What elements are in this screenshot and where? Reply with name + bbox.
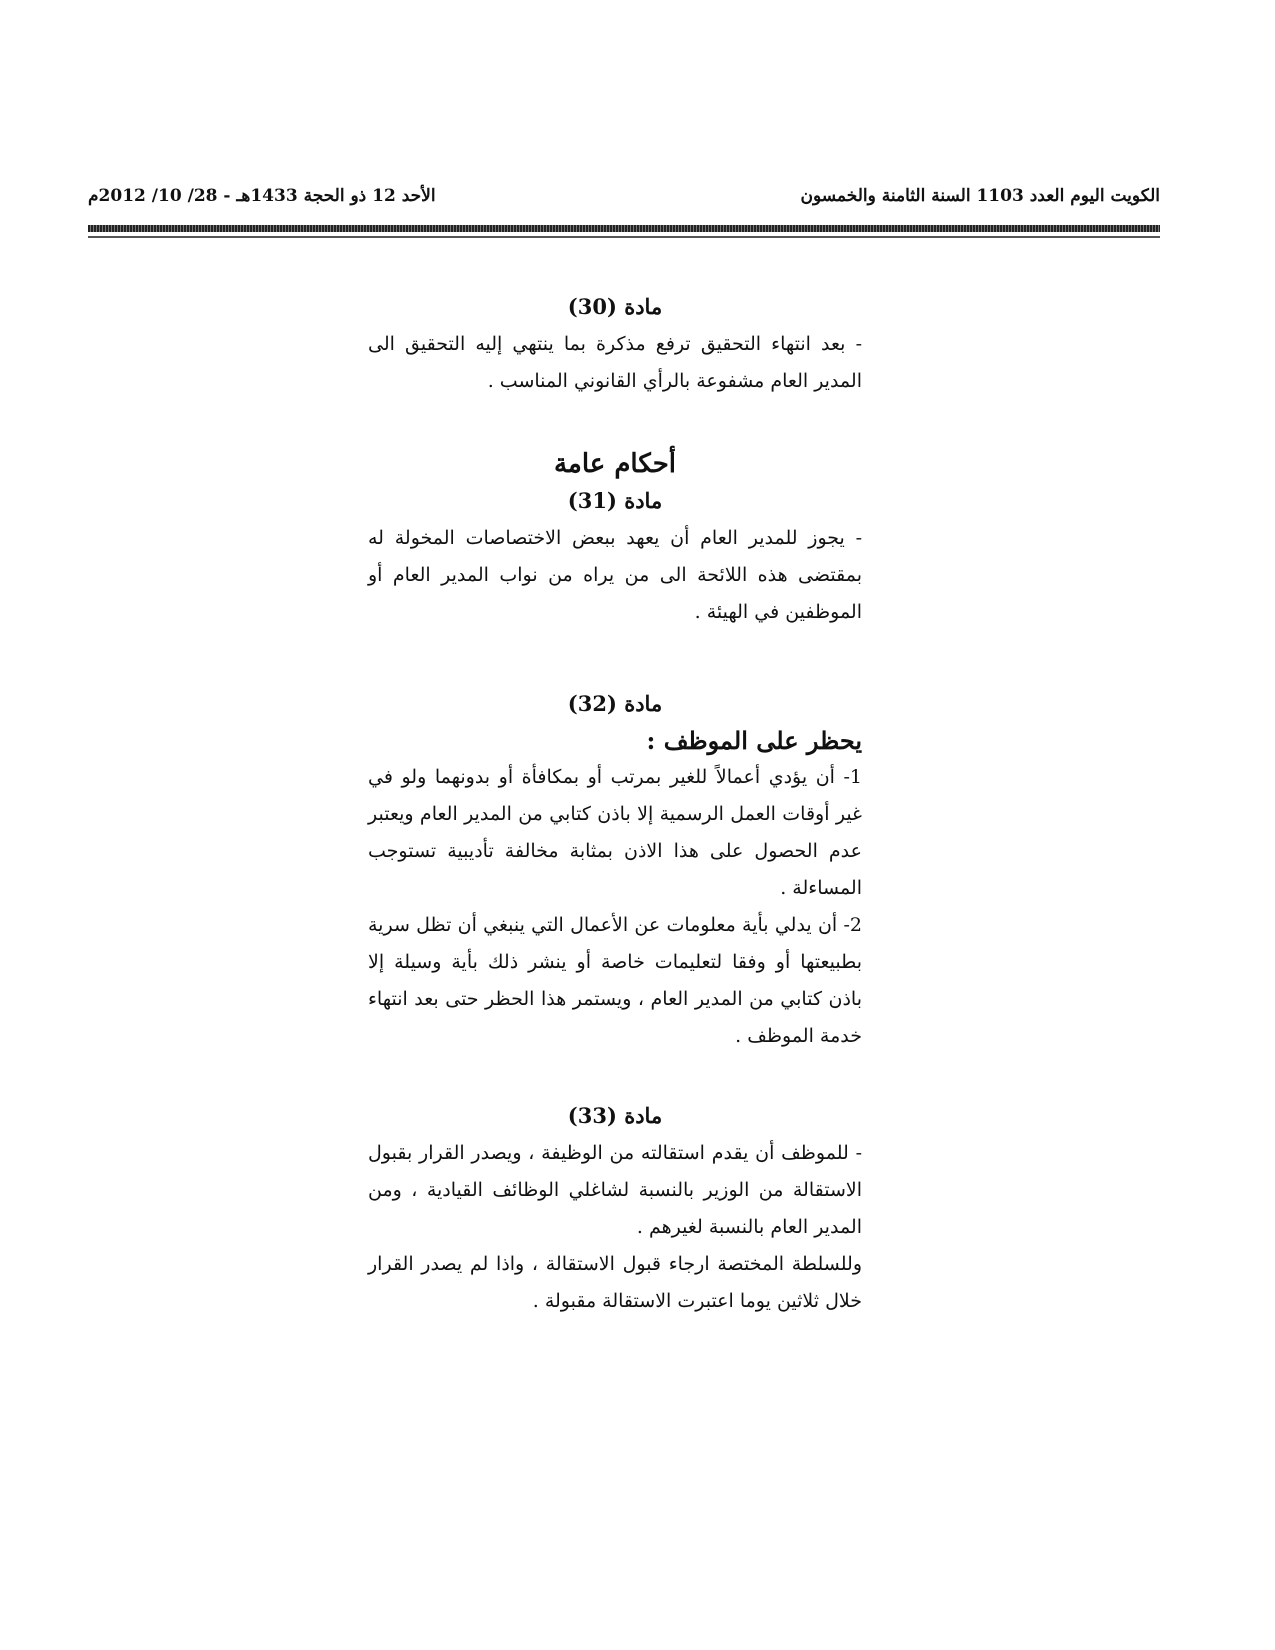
article-title: مادة (31) — [567, 488, 663, 513]
article-item-2: 2- أن يدلي بأية معلومات عن الأعمال التي ينبغي أن تظل سرية بطبيعتها أو وفقا لتعليمات خاصة أو ينشر ذلك بأية وسيلة إلا باذن كتابي من المدير العام ، ويستمر هذا الحظر حتى بعد انتهاء خدمة الموظف . — [368, 914, 862, 1047]
publication-info: الكويت اليوم العدد 1103 السنة الثامنة والخمسون — [800, 186, 1160, 206]
article-32 — [368, 689, 862, 1055]
document-body — [368, 292, 862, 1320]
general-provisions — [368, 446, 862, 482]
article-title: مادة (30) — [567, 294, 663, 319]
article-item-1: 1- أن يؤدي أعمالاً للغير بمرتب أو بمكافأة أو بدونهما ولو في غير أوقات العمل الرسمية إلا باذن كتابي من المدير العام ويعتبر عدم الحصول على هذا الاذن بمثابة مخالفة تأديبية تستوجب المساءلة . — [368, 766, 862, 899]
issue-date: الأحد 12 ذو الحجة 1433هـ - 28/ 10/ 2012م — [88, 186, 436, 206]
article-title: مادة (33) — [567, 1103, 663, 1128]
article-30 — [368, 292, 862, 400]
article-text: - بعد انتهاء التحقيق ترفع مذكرة بما ينتهي إليه التحقيق الى المدير العام مشفوعة بالرأي القانوني المناسب . — [368, 333, 862, 392]
section-heading: أحكام عامة — [553, 449, 677, 479]
article-lead: يحظر على الموظف : — [646, 726, 862, 755]
article-paragraph-2: وللسلطة المختصة ارجاء قبول الاستقالة ، واذا لم يصدر القرار خلال ثلاثين يوما اعتبرت الاستقالة مقبولة . — [368, 1253, 862, 1312]
article-text: - يجوز للمدير العام أن يعهد ببعض الاختصاصات المخولة له بمقتضى هذه اللائحة الى من يراه من نواب المدير العام أو الموظفين في الهيئة . — [368, 527, 862, 623]
article-paragraph-1: - للموظف أن يقدم استقالته من الوظيفة ، ويصدر القرار بقبول الاستقالة من الوزير بالنسبة لشاغلي الوظائف القيادية ، ومن المدير العام بالنسبة لغيرهم . — [368, 1142, 862, 1238]
header-divider-thin — [88, 236, 1160, 238]
page-header — [88, 178, 1160, 218]
header-divider — [88, 225, 1160, 232]
article-title: مادة (32) — [567, 691, 663, 716]
article-31 — [368, 486, 862, 631]
article-33 — [368, 1101, 862, 1320]
